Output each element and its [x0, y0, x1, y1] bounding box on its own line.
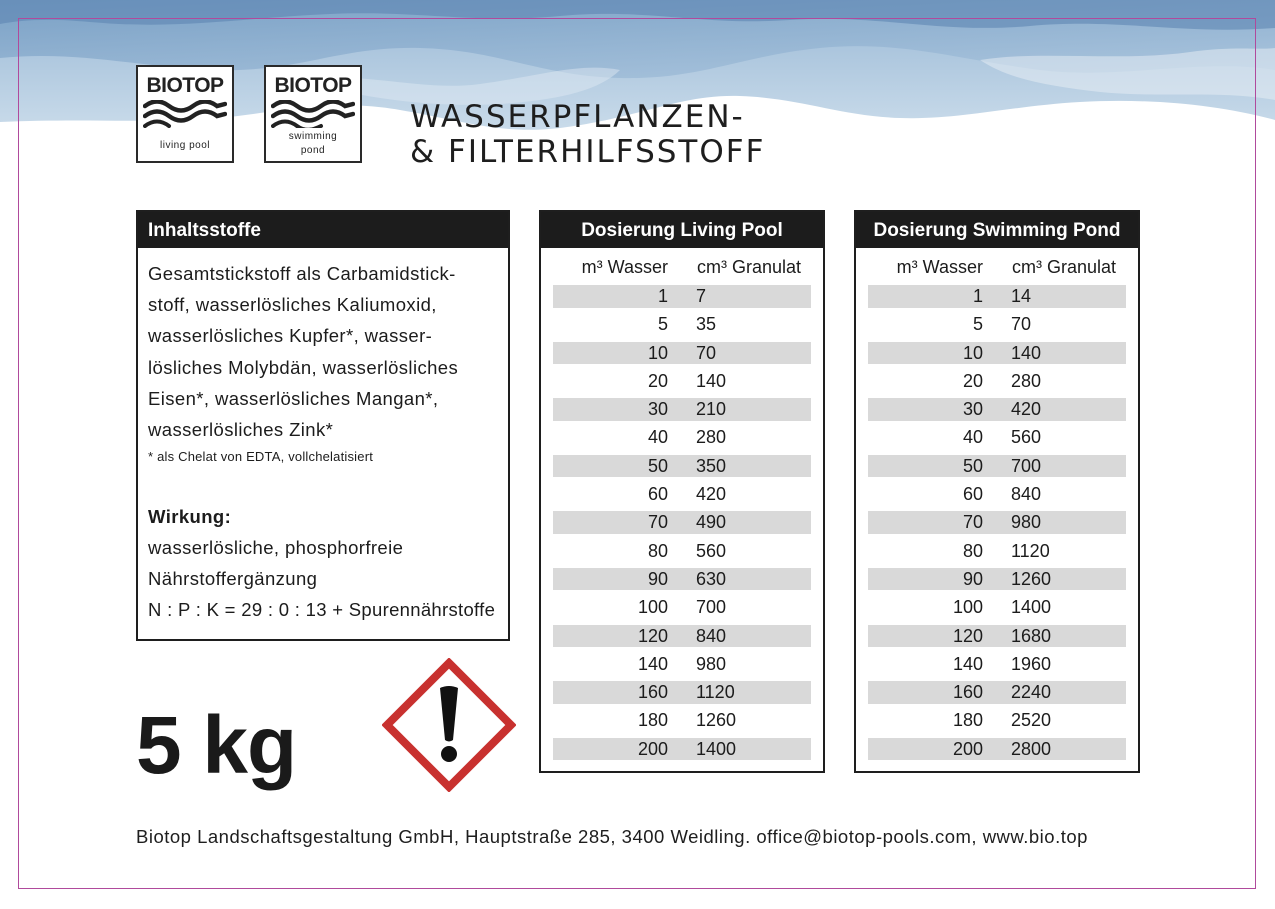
dosage-living-pool-heading: Dosierung Living Pool: [541, 212, 823, 248]
product-title-line1: WASSERPFLANZEN-: [410, 99, 745, 135]
product-title-line2: & FILTERHILFSSTOFF: [410, 134, 766, 170]
logo-brand: BIOTOP: [274, 74, 352, 97]
cell-water-volume: 1: [657, 286, 668, 306]
cell-water-volume: 40: [647, 427, 668, 448]
table-row: [868, 537, 1126, 565]
cell-granulate-volume: 70: [696, 342, 717, 363]
biotop-swimming-pond-logo: [264, 65, 362, 163]
cell-water-volume: 100: [952, 597, 983, 618]
cell-water-volume: 40: [962, 427, 983, 448]
cell-water-volume: 5: [657, 314, 668, 335]
ingredients-footnote: * als Chelat von EDTA, vollchelatisiert: [148, 449, 374, 465]
dosage-swimming-pond-table: [854, 210, 1140, 773]
table-row: [868, 398, 1126, 421]
cell-granulate-volume: 280: [1011, 370, 1042, 391]
cell-granulate-volume: 280: [696, 427, 727, 448]
table-row: [553, 310, 811, 338]
cell-water-volume: 30: [962, 399, 983, 420]
net-weight: 5 kg: [136, 700, 297, 791]
table-row: [868, 285, 1126, 308]
cell-water-volume: 180: [637, 710, 668, 731]
table-row: [553, 650, 811, 678]
cell-water-volume: 120: [952, 625, 983, 646]
cell-water-volume: 80: [962, 540, 983, 561]
table-row: [553, 423, 811, 451]
cell-water-volume: 180: [952, 710, 983, 731]
table-row: [868, 625, 1126, 648]
cell-granulate-volume: 2520: [1011, 710, 1052, 731]
cell-water-volume: 10: [962, 342, 983, 363]
table-row: [553, 593, 811, 621]
table-row: [868, 511, 1126, 534]
table-row: [553, 455, 811, 478]
cell-granulate-volume: 140: [1011, 342, 1042, 363]
cell-granulate-volume: 420: [1011, 399, 1042, 420]
cell-water-volume: 10: [647, 342, 668, 363]
cell-water-volume: 60: [647, 484, 668, 505]
ingredients-line: stoff, wasserlösliches Kaliumoxid,: [148, 294, 437, 316]
cell-water-volume: 1: [972, 286, 983, 306]
table-row: [868, 455, 1126, 478]
ghs-exclamation-mark-icon: [382, 658, 516, 792]
cell-granulate-volume: 700: [696, 597, 727, 618]
ingredients-heading: Inhaltsstoffe: [138, 212, 508, 248]
effect-heading: Wirkung:: [148, 506, 232, 528]
cell-water-volume: 160: [952, 682, 983, 703]
waves-icon: [271, 100, 355, 128]
cell-granulate-volume: 840: [1011, 484, 1042, 505]
table-row: [868, 681, 1126, 704]
table-row: [868, 593, 1126, 621]
effect-line: Nährstoffergänzung: [148, 568, 318, 590]
cell-granulate-volume: 560: [1011, 427, 1042, 448]
dosage-living-pool-table: [539, 210, 825, 773]
cell-granulate-volume: 210: [696, 399, 727, 420]
table-row: [868, 706, 1126, 734]
logo-subtitle-line2: pond: [300, 145, 326, 156]
table-row: [553, 568, 811, 591]
product-title: [410, 100, 765, 170]
table-row: [868, 650, 1126, 678]
cell-granulate-volume: 140: [696, 370, 727, 391]
table-row: [553, 511, 811, 534]
cell-water-volume: 20: [647, 370, 668, 391]
cell-granulate-volume: 1120: [1011, 540, 1050, 561]
table-rows: [541, 278, 823, 760]
cell-granulate-volume: 1120: [696, 682, 735, 703]
table-row: [553, 342, 811, 365]
logo-subtitle-line1: swimming: [288, 131, 338, 142]
cell-granulate-volume: 1400: [1011, 597, 1052, 618]
table-row: [553, 625, 811, 648]
table-row: [868, 738, 1126, 761]
ingredients-line: wasserlösliches Zink*: [148, 419, 334, 441]
cell-granulate-volume: 630: [696, 568, 727, 589]
cell-granulate-volume: 1960: [1011, 653, 1052, 674]
logo-brand: BIOTOP: [146, 74, 224, 97]
effect-line: wasserlösliche, phosphorfreie: [148, 537, 404, 559]
table-row: [553, 398, 811, 421]
column-header-water: m³ Wasser: [896, 257, 983, 277]
company-footer: Biotop Landschaftsgestaltung GmbH, Hauptstraße 285, 3400 Weidling. office@biotop-pools.com, www.bio.top: [136, 826, 1088, 847]
cell-granulate-volume: 2800: [1011, 738, 1052, 759]
cell-water-volume: 90: [962, 568, 983, 589]
cell-granulate-volume: 420: [696, 484, 727, 505]
column-header-granulate: cm³ Granulat: [697, 257, 802, 277]
table-row: [553, 537, 811, 565]
cell-water-volume: 50: [962, 455, 983, 476]
cell-water-volume: 80: [647, 540, 668, 561]
ingredients-box: [136, 210, 510, 641]
cell-granulate-volume: 7: [696, 286, 707, 306]
table-row: [553, 480, 811, 508]
cell-granulate-volume: 1260: [696, 710, 737, 731]
cell-granulate-volume: 2240: [1011, 682, 1052, 703]
table-row: [868, 367, 1126, 395]
table-row: [868, 423, 1126, 451]
table-row: [868, 342, 1126, 365]
cell-water-volume: 70: [962, 512, 983, 533]
cell-granulate-volume: 14: [1011, 286, 1032, 306]
ingredients-line: lösliches Molybdän, wasserlösliches: [148, 356, 459, 378]
npk-ratio: N : P : K = 29 : 0 : 13 + Spurennährstoffe: [148, 599, 496, 621]
column-header-water: m³ Wasser: [581, 257, 668, 277]
cell-granulate-volume: 980: [696, 653, 727, 674]
table-row: [868, 310, 1126, 338]
table-row: [553, 367, 811, 395]
cell-water-volume: 200: [637, 738, 668, 759]
cell-water-volume: 160: [637, 682, 668, 703]
cell-granulate-volume: 70: [1011, 314, 1032, 335]
waves-icon: [143, 100, 227, 128]
biotop-living-pool-logo: [136, 65, 234, 163]
cell-water-volume: 140: [637, 653, 668, 674]
table-header: [856, 248, 1138, 278]
column-header-granulate: cm³ Granulat: [1012, 257, 1117, 277]
ingredients-line: Eisen*, wasserlösliches Mangan*,: [148, 387, 439, 409]
table-rows: [856, 278, 1138, 760]
cell-granulate-volume: 980: [1011, 512, 1042, 533]
cell-water-volume: 5: [972, 314, 983, 335]
cell-water-volume: 140: [952, 653, 983, 674]
table-row: [868, 480, 1126, 508]
cell-granulate-volume: 350: [696, 455, 727, 476]
cell-water-volume: 120: [637, 625, 668, 646]
cell-water-volume: 20: [962, 370, 983, 391]
cell-water-volume: 50: [647, 455, 668, 476]
ingredients-line: Gesamtstickstoff als Carbamidstick-: [148, 263, 456, 284]
table-row: [553, 285, 811, 308]
logo-subtitle: living pool: [160, 140, 210, 151]
cell-water-volume: 100: [637, 597, 668, 618]
cell-granulate-volume: 490: [696, 512, 727, 533]
table-header: [541, 248, 823, 278]
cell-water-volume: 200: [952, 738, 983, 759]
cell-granulate-volume: 700: [1011, 455, 1042, 476]
cell-granulate-volume: 1680: [1011, 625, 1052, 646]
dosage-swimming-pond-heading: Dosierung Swimming Pond: [856, 212, 1138, 248]
table-row: [868, 568, 1126, 591]
cell-water-volume: 70: [647, 512, 668, 533]
cell-water-volume: 60: [962, 484, 983, 505]
table-row: [553, 738, 811, 761]
table-row: [553, 681, 811, 704]
cell-water-volume: 30: [647, 399, 668, 420]
cell-granulate-volume: 840: [696, 625, 727, 646]
cell-granulate-volume: 35: [696, 314, 717, 335]
cell-granulate-volume: 560: [696, 540, 727, 561]
table-row: [553, 706, 811, 734]
cell-granulate-volume: 1260: [1011, 568, 1052, 589]
cell-water-volume: 90: [647, 568, 668, 589]
cell-granulate-volume: 1400: [696, 738, 737, 759]
ingredients-line: wasserlösliches Kupfer*, wasser-: [148, 325, 433, 347]
